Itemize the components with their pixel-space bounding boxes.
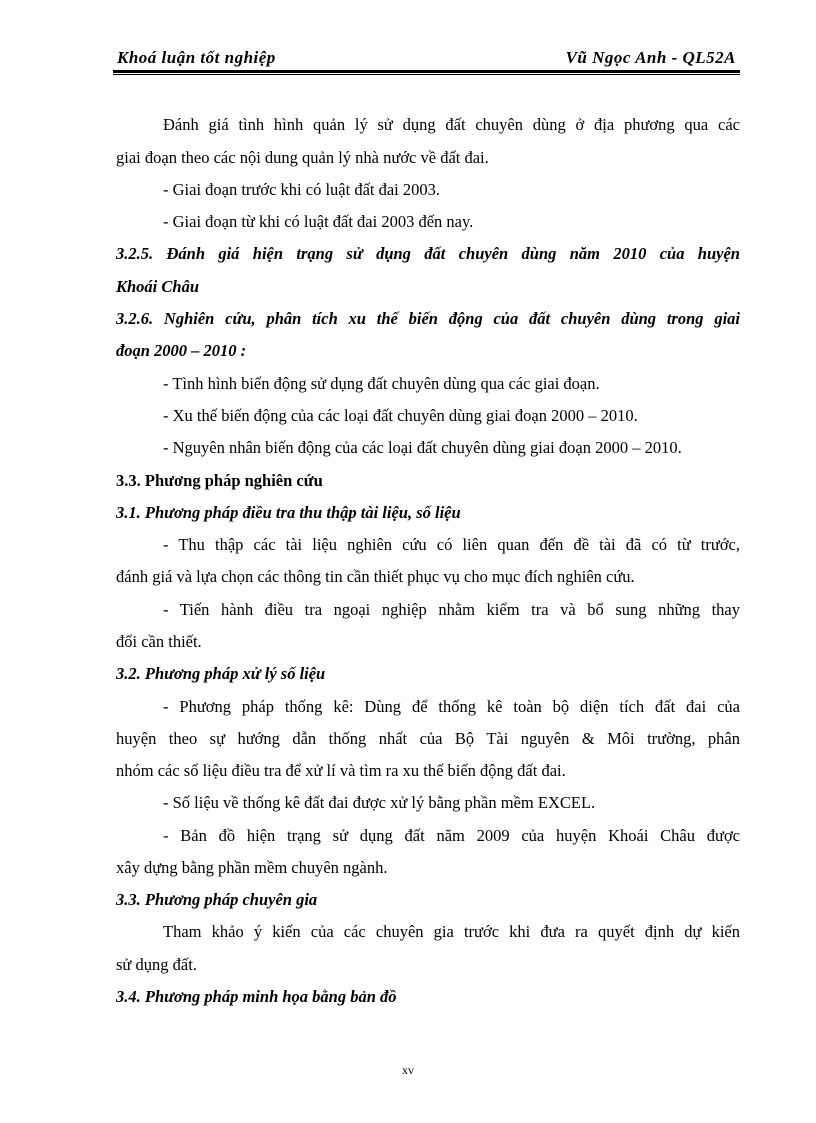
paragraph-line: - Bản đồ hiện trạng sử dụng đất năm 2009 của huyện Khoái Châu được bbox=[163, 826, 740, 845]
paragraph-line: sử dụng đất. bbox=[116, 955, 197, 974]
section-heading-3-2-5: 3.2.5. Đánh giá hiện trạng sử dụng đất chuyên dùng năm 2010 của huyện bbox=[116, 244, 740, 263]
header-right: Vũ Ngọc Anh - QL52A bbox=[565, 48, 736, 67]
section-heading-3-1: 3.1. Phương pháp điều tra thu thập tài liệu, số liệu bbox=[116, 503, 461, 522]
bullet-line: - Số liệu về thống kê đất đai được xử lý bằng phần mềm EXCEL. bbox=[163, 793, 596, 812]
section-heading-3-2-5-cont: Khoái Châu bbox=[116, 277, 199, 296]
paragraph-line: đổi cần thiết. bbox=[116, 632, 202, 651]
paragraph-line: đánh giá và lựa chọn các thông tin cần thiết phục vụ cho mục đích nghiên cứu. bbox=[116, 567, 635, 586]
section-heading-3-2-6: 3.2.6. Nghiên cứu, phân tích xu thế biến động của đất chuyên dùng trong giai bbox=[116, 309, 740, 328]
section-heading-3-2: 3.2. Phương pháp xử lý số liệu bbox=[116, 664, 326, 683]
page-number: xv bbox=[402, 1063, 414, 1077]
paragraph-line: Tham khảo ý kiến của các chuyên gia trước khi đưa ra quyết định dự kiến bbox=[163, 922, 740, 941]
section-heading-3-3: 3.3. Phương pháp nghiên cứu bbox=[116, 471, 323, 490]
section-heading-3-3-expert: 3.3. Phương pháp chuyên gia bbox=[116, 890, 318, 909]
paragraph-line: nhóm các số liệu điều tra để xử lí và tìm ra xu thế biến động đất đai. bbox=[116, 761, 566, 780]
bullet-line: - Giai đoạn từ khi có luật đất đai 2003 đến nay. bbox=[163, 212, 474, 231]
header-rule bbox=[113, 70, 740, 75]
paragraph-line: Đánh giá tình hình quản lý sử dụng đất chuyên dùng ở địa phương qua các bbox=[163, 115, 740, 134]
paragraph-line: giai đoạn theo các nội dung quản lý nhà nước về đất đai. bbox=[116, 148, 489, 167]
paragraph-line: - Phương pháp thống kê: Dùng để thống kê toàn bộ diện tích đất đai của bbox=[163, 697, 740, 716]
bullet-line: - Xu thế biến động của các loại đất chuyên dùng giai đoạn 2000 – 2010. bbox=[163, 406, 638, 425]
paragraph-line: xây dựng bằng phần mềm chuyên ngành. bbox=[116, 858, 388, 877]
bullet-line: - Giai đoạn trước khi có luật đất đai 2003. bbox=[163, 180, 441, 199]
bullet-line: - Nguyên nhân biến động của các loại đất chuyên dùng giai đoạn 2000 – 2010. bbox=[163, 438, 682, 457]
paragraph-line: huyện theo sự hướng dẫn thống nhất của Bộ Tài nguyên & Môi trường, phân bbox=[116, 729, 740, 748]
bullet-line: - Tình hình biến động sử dụng đất chuyên dùng qua các giai đoạn. bbox=[163, 374, 600, 393]
paragraph-line: - Thu thập các tài liệu nghiên cứu có liên quan đến đề tài đã có từ trước, bbox=[163, 535, 740, 554]
section-heading-3-2-6-cont: đoạn 2000 – 2010 : bbox=[116, 341, 247, 360]
header-left: Khoá luận tốt nghiệp bbox=[117, 48, 276, 67]
section-heading-3-4: 3.4. Phương pháp minh họa bằng bản đồ bbox=[116, 987, 397, 1006]
paragraph-line: - Tiến hành điều tra ngoại nghiệp nhằm kiểm tra và bổ sung những thay bbox=[163, 600, 740, 619]
